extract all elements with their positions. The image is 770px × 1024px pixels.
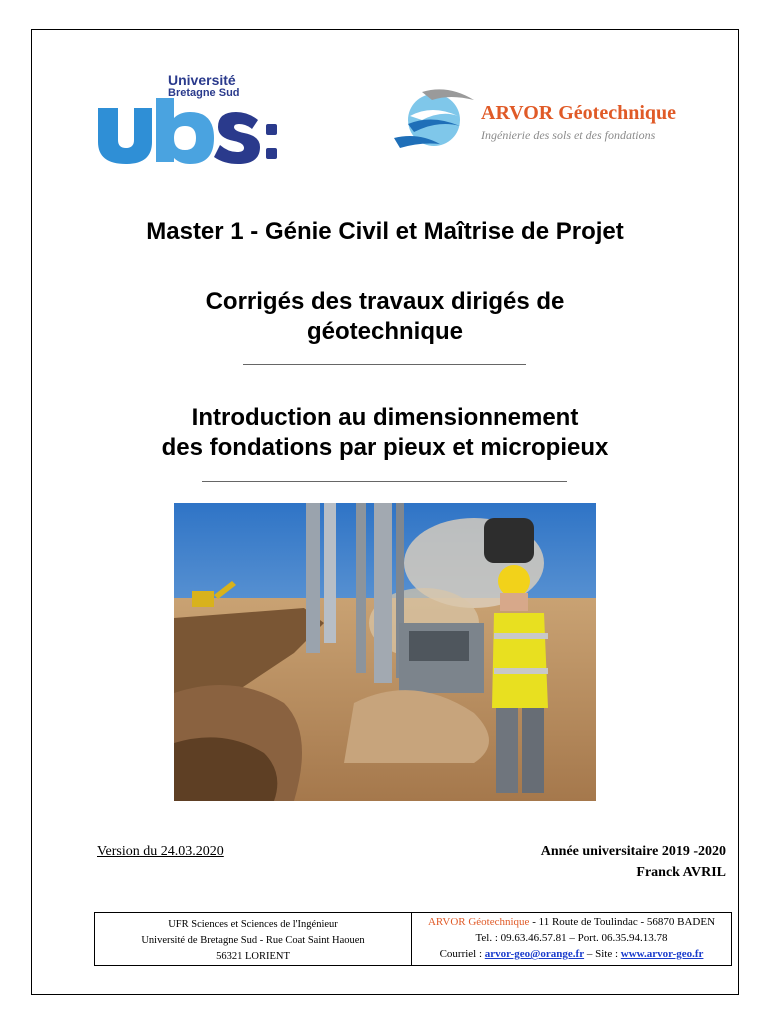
chapter-title-line2: des fondations par pieux et micropieux: [161, 434, 609, 461]
academic-year: Année universitaire 2019 -2020: [540, 844, 726, 859]
company-phone: Tel. : 09.63.46.57.81 – Port. 06.35.94.13.78: [475, 932, 668, 944]
university-address: [95, 913, 412, 965]
ubs-logo-text: [168, 74, 240, 100]
document-subtitle-line2: géotechnique: [306, 318, 463, 345]
course-title: Master 1 - Génie Civil et Maîtrise de Projet: [146, 218, 624, 245]
arvor-logo: [392, 86, 722, 156]
site-label: – Site :: [584, 948, 621, 960]
footer-box: [94, 912, 732, 966]
chapter-title-line1: Introduction au dimensionnement: [191, 404, 579, 431]
divider: [243, 364, 526, 365]
company-address-line: [412, 914, 731, 930]
company-web-line: [412, 946, 731, 962]
ubs-logo-line2: Bretagne Sud: [168, 87, 240, 99]
company-contact: [412, 913, 731, 965]
university-address-line1: UFR Sciences et Sciences de l'Ingénieur: [168, 919, 338, 930]
website-link[interactable]: www.arvor-geo.fr: [620, 948, 704, 960]
company-name: ARVOR Géotechnique: [427, 916, 530, 928]
ubs-logo: [96, 70, 286, 170]
version-date: Version du 24.03.2020: [97, 844, 224, 859]
cover-photo: [174, 503, 596, 801]
ubs-logo-line1: Université: [168, 72, 236, 88]
chapter-title: [0, 403, 770, 463]
document-subtitle-line1: Corrigés des travaux dirigés de: [205, 288, 565, 315]
university-address-line3: 56321 LORIENT: [216, 951, 290, 962]
email-label: Courriel :: [439, 948, 485, 960]
university-address-line2: Université de Bretagne Sud - Rue Coat Saint Haouen: [141, 935, 365, 946]
arvor-logo-name: ARVOR Géotechnique: [481, 102, 676, 124]
arvor-logo-tagline: Ingénierie des sols et des fondations: [481, 128, 656, 142]
arvor-emblem-icon: [392, 86, 476, 156]
email-link[interactable]: arvor-geo@orange.fr: [484, 948, 585, 960]
ubs-logo-letters: [96, 98, 286, 168]
document-subtitle: [0, 287, 770, 347]
divider: [202, 481, 567, 482]
author-name: Franck AVRIL: [636, 865, 726, 880]
drilling-site-image: [174, 503, 596, 801]
company-address: - 11 Route de Toulindac - 56870 BADEN: [529, 916, 716, 928]
